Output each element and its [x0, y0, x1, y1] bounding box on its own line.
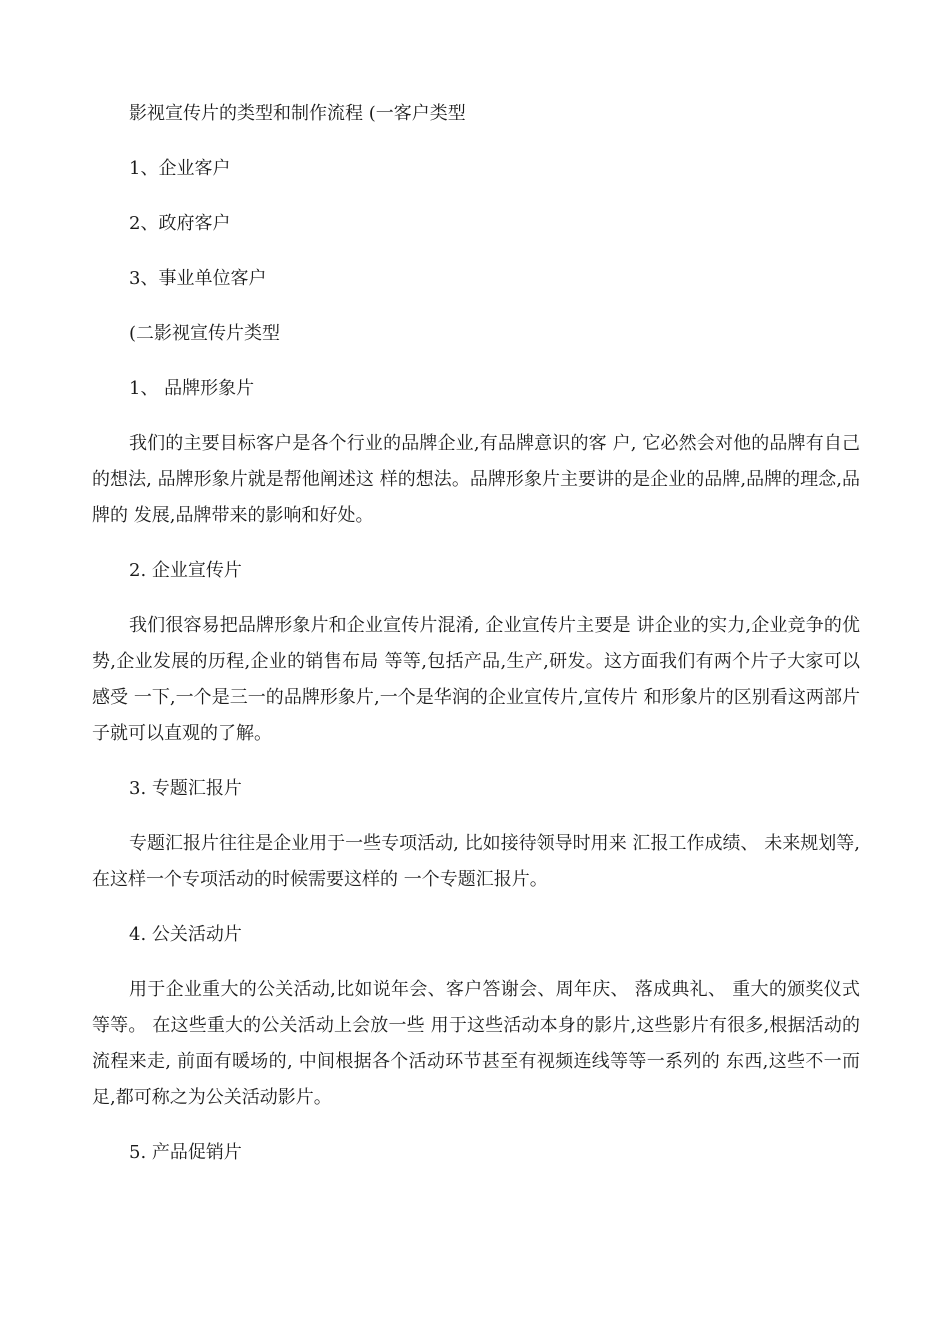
- subheading-special-report-film: 3. 专题汇报片: [129, 778, 242, 799]
- list-item-government-client: 2、政府客户: [129, 213, 231, 234]
- subheading-brand-image-film: 1、 品牌形象片: [129, 378, 255, 399]
- document-title: 影视宣传片的类型和制作流程 (一客户类型: [129, 103, 466, 124]
- list-item-institution-client: 3、事业单位客户: [129, 268, 267, 289]
- paragraph-brand-image-film: 我们的主要目标客户是各个行业的品牌企业,有品牌意识的客 户, 它必然会对他的品牌有自己的想法, 品牌形象片就是帮他阐述这 样的想法。品牌形象片主要讲的是企业的品牌,品牌的理念,品牌的 发展,品牌带来的影响和好处。: [92, 433, 860, 526]
- list-item-enterprise-client: 1、企业客户: [129, 158, 231, 179]
- section-heading-video-types: (二影视宣传片类型: [129, 323, 281, 344]
- paragraph-special-report-film: 专题汇报片往往是企业用于一些专项活动, 比如接待领导时用来 汇报工作成绩、 未来规划等, 在这样一个专项活动的时候需要这样的 一个专题汇报片。: [92, 833, 860, 890]
- subheading-pr-event-film: 4. 公关活动片: [129, 924, 242, 945]
- subheading-product-promo-film: 5. 产品促销片: [129, 1142, 242, 1163]
- subheading-corporate-film: 2. 企业宣传片: [129, 560, 242, 581]
- paragraph-corporate-film: 我们很容易把品牌形象片和企业宣传片混淆, 企业宣传片主要是 讲企业的实力,企业竞争的优势,企业发展的历程,企业的销售布局 等等,包括产品,生产,研发。这方面我们有两个片子大家可以感受 一下,一个是三一的品牌形象片,一个是华润的企业宣传片,宣传片 和形象片的区别看这两部片子就可以直观的了解。: [92, 615, 860, 744]
- document-page: [92, 96, 860, 1190]
- paragraph-pr-event-film: 用于企业重大的公关活动,比如说年会、客户答谢会、周年庆、 落成典礼、 重大的颁奖仪式等等。 在这些重大的公关活动上会放一些 用于这些活动本身的影片,这些影片有很多,根据活动的流程来走, 前面有暖场的, 中间根据各个活动环节甚至有视频连线等等一系列的 东西,这些不一而足,都可称之为公关活动影片。: [92, 979, 860, 1108]
